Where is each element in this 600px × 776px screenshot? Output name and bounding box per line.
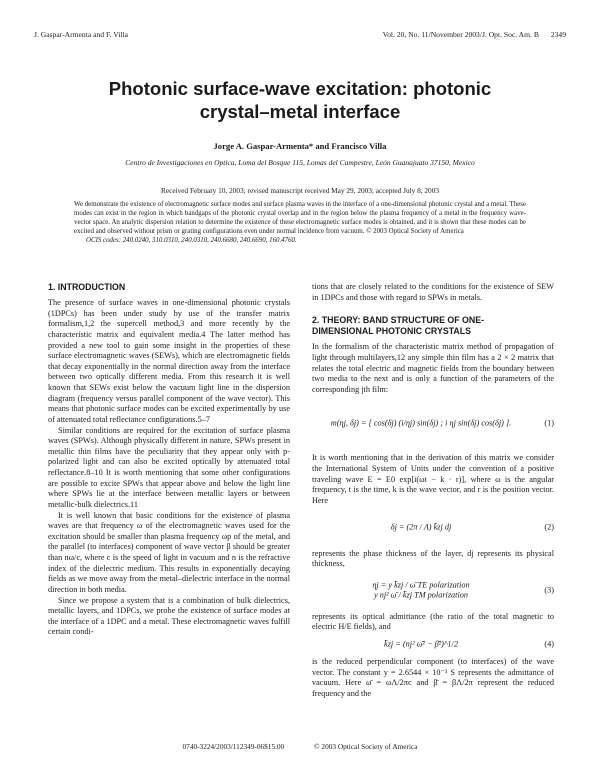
paragraph: It is well known that basic conditions for the existence of plasma waves are that frequency ω of the electromagnetic waves used for the excitation should be smaller than plasma frequency ωp of the metal, and the parallel (to interfaces) component of wave vector β should be greater than nω/c, where c is the speed of light in vacuum and n is the refractive index of the dielectric medium. This results in exponentially decaying fields as we move away from the metal–dielectric interface in the normal direction in both media.	[48, 510, 290, 594]
page-footer	[0, 742, 600, 751]
abstract-text: We demonstrate the existence of electromagnetic surface modes and surface plasma waves in the interface of a one-dimensional photonic crystal and a metal. These modes can exist in the region in which bandgaps of the photonic crystal overlap and in the region below the plasma frequency of a metal in the frequency wave-vector space. An analytic dispersion relation to determine the existence of these electromagnetic surface modes is obtained, and it is shown that these modes can be excited and observed without prism or grating configurations even under normal incidence from vacuum. © 2003 Optical Society of America	[74, 201, 527, 236]
paragraph: The presence of surface waves in one-dimensional photonic crystals (1DPCs) has been under study by use of the transfer matrix formalism,1,2 the supercell method,3 and more recently by the characteristic matrix and equivalent media.4 The latter method has provided a new tool to gain some insight in the properties of these surface electromagnetic waves (SEWs), which are electromagnetic fields that decay exponentially in the normal direction away from the interface between two optically different media. From this research it is well known that SEWs exist below the vacuum light line in the dispersion diagram (frequency versus parallel component of the wave vector). This means that photonic surface modes can be excited experimentally by use of attenuated total reflectance configurations.5–7	[48, 298, 290, 424]
header-journal-info	[373, 30, 566, 39]
right-column	[312, 282, 554, 700]
ocis-codes: OCIS codes: 240.0240, 310.0310, 240.0310, 240.6680, 240.6690, 160.4760.	[86, 237, 297, 245]
running-header	[34, 30, 566, 42]
equation-1-body: m(ηj, δj) = [ cos(δj) (i/ηj) sin(δj) ; i ηj sin(δj) cos(δj) ].	[330, 419, 512, 429]
left-column	[48, 282, 290, 638]
paragraph: tions that are closely related to the conditions for the existence of SEW in 1DPCs and those with regard to SPWs in metals.	[312, 282, 554, 302]
header-authors: J. Gaspar-Armenta and F. Villa	[34, 30, 128, 39]
paragraph: represents the phase thickness of the layer, dj represents its physical thickness,	[312, 548, 554, 569]
theory-heading-line-1: 2. THEORY: BAND STRUCTURE OF ONE-	[312, 315, 485, 326]
article-title	[60, 77, 540, 123]
paragraph: In the formalism of the characteristic matrix method of propagation of light through multilayers,12 any simple thin film has a 2 × 2 matrix that relates the total electric and magnetic fields from the boundary between two media to the next and is only a function of the parameters of the corresponding jth film:	[312, 342, 554, 394]
affiliation: Centro de Investigaciones en Optica, Loma del Bosque 115, Lomas del Campestre, León Guanajuato 37150, Mexico	[125, 158, 475, 167]
equation-2	[312, 510, 554, 546]
title-line-2: crystal–metal interface	[199, 101, 401, 122]
paragraph: Similar conditions are required for the excitation of surface plasma waves (SPWs). Although physically different in nature, SPWs present in metallic thin films have the peculiarity that they appear only with p-polarized light and can also be excited optically by attenuated total reflectance.8–10 It is worth mentioning that some other configurations are possible to excite SPWs that appear above and below the light line where SPWs lie at the interface between metallic layers or between metallic-bulk dielectrics.11	[48, 425, 290, 509]
author-list: Jorge A. Gaspar-Armenta* and Francisco Villa	[213, 141, 387, 151]
equation-4	[312, 636, 554, 654]
equation-3-tm: y nj² ω̄ / k̄zj TM polarization	[373, 590, 468, 600]
section-heading-introduction: 1. INTRODUCTION	[48, 282, 126, 292]
equation-number: (3)	[544, 585, 554, 595]
equation-number: (1)	[544, 419, 554, 429]
title-line-1: Photonic surface-wave excitation: photonic	[108, 78, 492, 99]
equation-3-body	[312, 580, 530, 601]
section-heading-theory	[312, 315, 554, 337]
received-dates: Received February 10, 2003; revised manuscript received May 29, 2003; accepted July 8, 2003	[160, 186, 439, 195]
theory-heading-line-2: DIMENSIONAL PHOTONIC CRYSTALS	[312, 326, 472, 337]
header-page-number: 2349	[550, 30, 566, 39]
equation-1	[312, 398, 554, 450]
equation-3	[312, 573, 554, 609]
footer-copyright: © 2003 Optical Society of America	[314, 742, 418, 751]
header-journal: Vol. 20, No. 11/November 2003/J. Opt. Soc. Am. B	[382, 30, 539, 39]
footer-code: 0740-3224/2003/112349-06$15.00	[182, 742, 285, 751]
equation-number: (4)	[544, 639, 554, 649]
paragraph: is the reduced perpendicular component (to interfaces) of the wave vector. The constant y = 2.6544 × 10⁻³ S represents the admittance of vacuum. Here ω̄ = ωΛ/2πc and β̄ = βΛ/2π represent the reduced frequency and the	[312, 657, 554, 698]
equation-number: (2)	[544, 522, 554, 532]
paragraph: It is worth mentioning that in the derivation of this matrix we consider the International System of Units under the convention of a positive traveling wave E = E0 exp[i(ωt − k · r)], where ω is the angular frequency, t is the time, k is the wave vector, and r is the position vector. Here	[312, 453, 554, 505]
equation-2-body: δj = (2π / Λ) k̄zj dj	[390, 522, 452, 532]
equation-3-te: ηj = y k̄zj / ω̄ TE polarization	[372, 580, 470, 590]
paragraph: Since we propose a system that is a combination of bulk dielectrics, metallic layers, and 1DPCs, we probe the existence of surface modes at the interface of a 1DPC and a metal. These electromagnetic waves fulfill certain condi-	[48, 595, 290, 637]
paragraph: represents its optical admittance (the ratio of the total magnetic to electric H/E fields), and	[312, 611, 554, 632]
abstract	[74, 200, 526, 245]
equation-4-body: k̄zj = (nj² ω̄² − β̄²)^1/2	[384, 639, 458, 649]
